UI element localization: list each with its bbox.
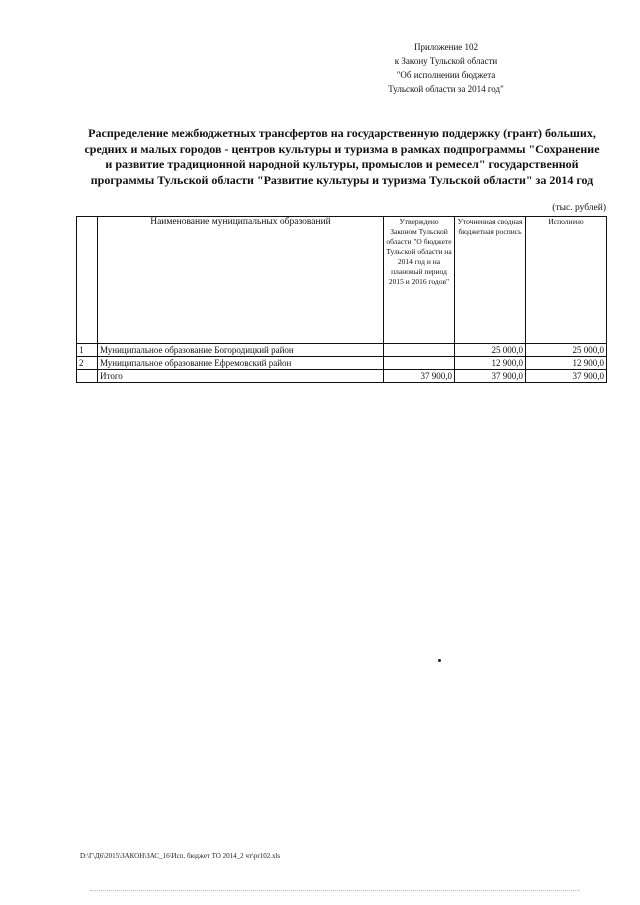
row-executed: 25 000,0 bbox=[526, 344, 607, 357]
appendix-line: Тульской области за 2014 год" bbox=[388, 84, 504, 94]
appendix-line: "Об исполнении бюджета bbox=[396, 70, 496, 80]
appendix-line: Приложение 102 bbox=[413, 42, 479, 52]
total-index bbox=[77, 370, 98, 383]
scan-speck bbox=[438, 659, 441, 662]
total-revised: 37 900,0 bbox=[455, 370, 526, 383]
appendix-note bbox=[346, 40, 546, 96]
table-row bbox=[77, 344, 607, 357]
row-revised: 12 900,0 bbox=[455, 357, 526, 370]
scan-artifact-line bbox=[90, 890, 580, 892]
row-index: 1 bbox=[77, 344, 98, 357]
total-approved: 37 900,0 bbox=[384, 370, 455, 383]
row-approved bbox=[384, 344, 455, 357]
name-header: Наименование муниципальных образований bbox=[98, 217, 384, 344]
revised-header: Уточненная сводная бюджетная роспись bbox=[455, 217, 526, 344]
row-index: 2 bbox=[77, 357, 98, 370]
table-row bbox=[77, 357, 607, 370]
row-name: Муниципальное образование Ефремовский район bbox=[98, 357, 384, 370]
document-title: Распределение межбюджетных трансфертов на государственную поддержку (грант) больших, средних и малых городов - центров культуры и туризма в рамках подпрограммы "Сохранение и развитие традиционной народной культуры, промыслов и ремесел" государственной программы Тульской области "Развитие культуры и туризма Тульской области" за 2014 год bbox=[84, 126, 600, 187]
total-row bbox=[77, 370, 607, 383]
executed-header: Исполнено bbox=[526, 217, 607, 344]
row-approved bbox=[384, 357, 455, 370]
row-revised: 25 000,0 bbox=[455, 344, 526, 357]
transfers-table bbox=[76, 216, 607, 383]
table-header-row bbox=[77, 217, 607, 344]
index-header bbox=[77, 217, 98, 344]
row-executed: 12 900,0 bbox=[526, 357, 607, 370]
approved-header: Утверждено Законом Тульской области "О бюджете Тульской области на 2014 год и на плановый период 2015 и 2016 годов" bbox=[384, 217, 455, 344]
appendix-line: к Закону Тульской области bbox=[394, 56, 498, 66]
total-label: Итого bbox=[98, 370, 384, 383]
row-name: Муниципальное образование Богородицкий район bbox=[98, 344, 384, 357]
units-label: (тыс. рублей) bbox=[552, 203, 606, 213]
file-path: D:\Г\Д6\2015\ЗАКОН\ЗАС_16\Исп. бюджет ТО 2014_2 чт\pr102.xls bbox=[80, 852, 281, 860]
total-executed: 37 900,0 bbox=[526, 370, 607, 383]
